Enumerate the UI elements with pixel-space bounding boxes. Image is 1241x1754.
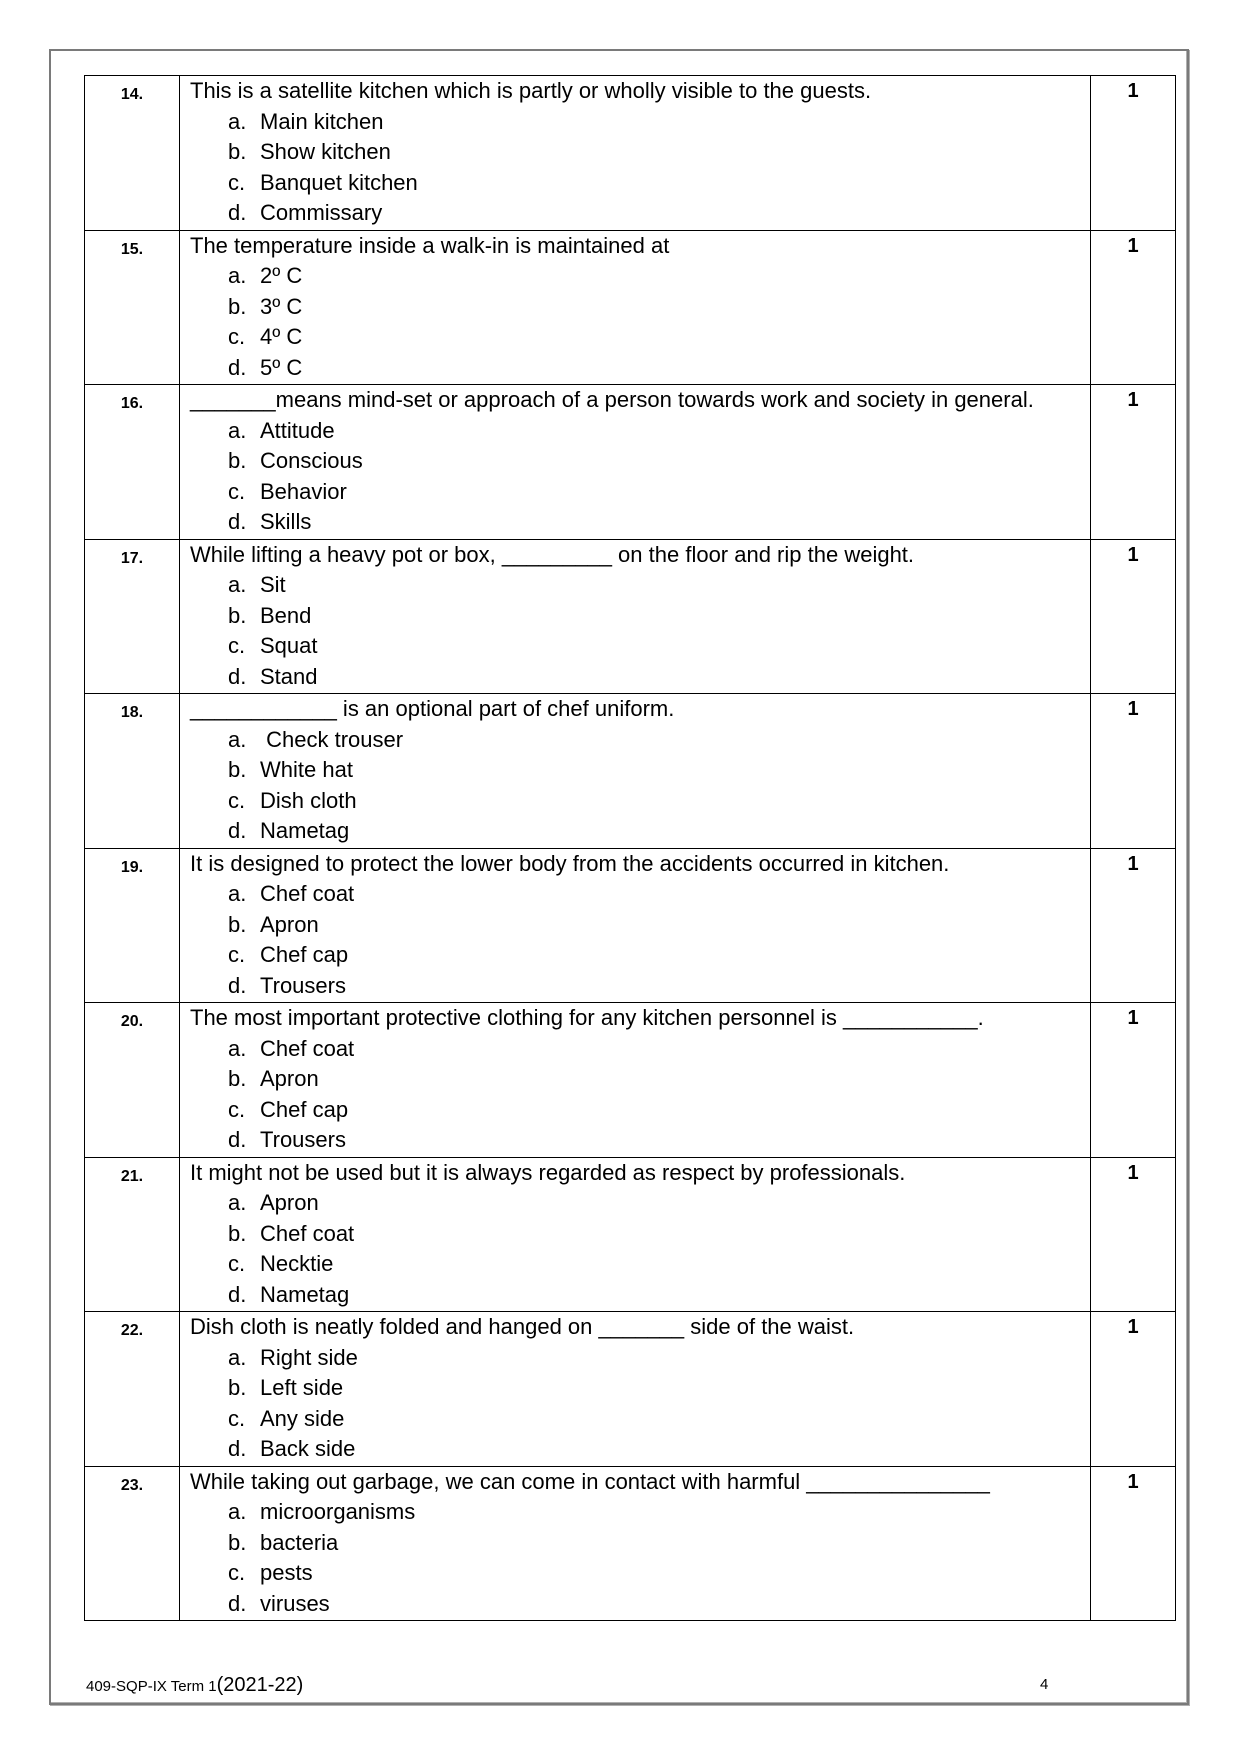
option-list: [190, 416, 1084, 538]
option-letter: b.: [228, 602, 247, 628]
option-letter: d.: [228, 1436, 247, 1461]
option-item: [228, 631, 1084, 662]
question-stem: The temperature inside a walk-in is maintained at: [190, 232, 670, 258]
option-letter: d.: [228, 1127, 247, 1152]
option-item: [228, 1188, 1084, 1219]
option-item: [228, 1528, 1084, 1559]
question-stem: _______means mind-set or approach of a person towards work and society in general.: [190, 387, 1034, 412]
question-number: 20.: [85, 1003, 180, 1158]
question-body: [180, 848, 1091, 1003]
option-text: Any side: [260, 1405, 345, 1431]
option-text: bacteria: [260, 1529, 339, 1555]
question-body: [180, 694, 1091, 849]
option-item: [228, 1034, 1084, 1065]
question-body: [180, 539, 1091, 694]
question-row: [85, 1157, 1176, 1312]
option-letter: d.: [228, 1590, 247, 1616]
option-item: [228, 879, 1084, 910]
option-letter: b.: [228, 293, 247, 319]
option-text: Back side: [260, 1436, 356, 1461]
option-text: Left side: [260, 1375, 344, 1400]
option-letter: a.: [228, 263, 247, 288]
option-item: [228, 107, 1084, 138]
question-stem: This is a satellite kitchen which is partly or wholly visible to the guests.: [190, 78, 872, 103]
option-text: Nametag: [260, 818, 350, 843]
option-letter: a.: [228, 572, 247, 597]
option-item: [228, 292, 1084, 323]
option-list: [190, 725, 1084, 847]
question-stem: It might not be used but it is always regarded as respect by professionals.: [190, 1159, 906, 1185]
questions-table-body: [85, 76, 1176, 1621]
question-body: [180, 230, 1091, 385]
option-letter: d.: [228, 354, 247, 380]
option-item: [228, 261, 1084, 292]
option-text: Attitude: [260, 417, 335, 443]
option-item: [228, 353, 1084, 384]
question-row: [85, 385, 1176, 540]
question-stem: The most important protective clothing for any kitchen personnel is ___________.: [190, 1005, 984, 1030]
option-item: [228, 416, 1084, 447]
option-letter: d.: [228, 663, 247, 689]
option-text: Chef cap: [260, 1096, 349, 1122]
question-marks: 1: [1091, 385, 1176, 540]
question-stem: ____________ is an optional part of chef uniform.: [190, 696, 675, 721]
option-item: [228, 786, 1084, 817]
option-item: [228, 570, 1084, 601]
option-item: [228, 755, 1084, 786]
option-text: pests: [260, 1560, 313, 1585]
question-marks: 1: [1091, 1466, 1176, 1621]
question-body: [180, 1312, 1091, 1467]
option-letter: c.: [228, 1405, 246, 1431]
question-marks: 1: [1091, 1312, 1176, 1467]
option-text: Commissary: [260, 200, 383, 225]
option-list: [190, 1034, 1084, 1156]
question-marks: 1: [1091, 539, 1176, 694]
option-text: 2º C: [260, 263, 303, 288]
option-item: [228, 816, 1084, 847]
question-body: [180, 76, 1091, 231]
question-row: [85, 848, 1176, 1003]
question-body: [180, 385, 1091, 540]
option-letter: b.: [228, 139, 247, 164]
option-item: [228, 1589, 1084, 1620]
option-item: [228, 322, 1084, 353]
option-letter: c.: [228, 1096, 246, 1122]
question-number: 23.: [85, 1466, 180, 1621]
footer-page-number: 4: [1040, 1676, 1049, 1693]
option-letter: c.: [228, 1560, 246, 1585]
option-letter: d.: [228, 972, 247, 998]
option-item: [228, 662, 1084, 693]
question-number: 18.: [85, 694, 180, 849]
option-letter: a.: [228, 1344, 247, 1370]
question-row: [85, 1312, 1176, 1467]
option-letter: a.: [228, 726, 247, 752]
option-letter: b.: [228, 757, 247, 782]
option-item: [228, 1343, 1084, 1374]
option-item: [228, 601, 1084, 632]
question-number: 17.: [85, 539, 180, 694]
option-item: [228, 940, 1084, 971]
option-item: [228, 446, 1084, 477]
option-letter: b.: [228, 911, 247, 937]
option-text: Right side: [260, 1344, 358, 1370]
option-letter: b.: [228, 1066, 247, 1091]
question-row: [85, 230, 1176, 385]
option-letter: a.: [228, 417, 247, 443]
question-number: 14.: [85, 76, 180, 231]
option-letter: a.: [228, 1190, 247, 1215]
option-letter: d.: [228, 818, 247, 843]
question-row: [85, 694, 1176, 849]
option-text: Dish cloth: [260, 787, 357, 813]
option-text: Apron: [260, 911, 319, 937]
question-marks: 1: [1091, 1003, 1176, 1158]
question-row: [85, 1003, 1176, 1158]
question-marks: 1: [1091, 1157, 1176, 1312]
option-item: [228, 477, 1084, 508]
question-body: [180, 1466, 1091, 1621]
option-item: [228, 507, 1084, 538]
option-list: [190, 879, 1084, 1001]
option-letter: b.: [228, 1529, 247, 1555]
option-item: [228, 198, 1084, 229]
option-text: Show kitchen: [260, 139, 391, 164]
question-marks: 1: [1091, 76, 1176, 231]
question-body: [180, 1157, 1091, 1312]
option-text: Apron: [260, 1066, 319, 1091]
option-list: [190, 107, 1084, 229]
option-text: Skills: [260, 509, 312, 534]
option-text: White hat: [260, 757, 353, 782]
option-text: Nametag: [260, 1281, 350, 1307]
option-text: Necktie: [260, 1251, 334, 1276]
question-marks: 1: [1091, 230, 1176, 385]
option-text: Chef coat: [260, 1220, 355, 1246]
option-text: Banquet kitchen: [260, 169, 418, 195]
option-text: Behavior: [260, 478, 347, 504]
option-item: [228, 1064, 1084, 1095]
option-text: Trousers: [260, 972, 346, 998]
option-letter: c.: [228, 324, 246, 349]
option-text: Chef cap: [260, 942, 349, 967]
option-text: Main kitchen: [260, 108, 384, 134]
footer-code: 409-SQP-IX Term 1: [86, 1678, 217, 1695]
option-text: Stand: [260, 663, 318, 689]
option-letter: c.: [228, 1251, 246, 1276]
option-list: [190, 1188, 1084, 1310]
option-list: [190, 1343, 1084, 1465]
question-number: 19.: [85, 848, 180, 1003]
question-row: [85, 76, 1176, 231]
option-letter: c.: [228, 633, 246, 658]
option-text: Check trouser: [260, 726, 404, 752]
option-item: [228, 1404, 1084, 1435]
option-text: viruses: [260, 1590, 330, 1616]
question-number: 16.: [85, 385, 180, 540]
option-item: [228, 1219, 1084, 1250]
option-list: [190, 570, 1084, 692]
option-letter: a.: [228, 881, 247, 906]
option-letter: c.: [228, 787, 246, 813]
option-letter: c.: [228, 169, 246, 195]
option-text: Squat: [260, 633, 318, 658]
option-letter: c.: [228, 942, 246, 967]
question-row: [85, 539, 1176, 694]
question-stem: While taking out garbage, we can come in contact with harmful _______________: [190, 1468, 990, 1494]
option-letter: b.: [228, 448, 247, 473]
option-item: [228, 1373, 1084, 1404]
option-letter: a.: [228, 1499, 247, 1524]
option-letter: b.: [228, 1220, 247, 1246]
question-marks: 1: [1091, 848, 1176, 1003]
question-marks: 1: [1091, 694, 1176, 849]
option-text: Conscious: [260, 448, 363, 473]
option-item: [228, 137, 1084, 168]
option-item: [228, 1249, 1084, 1280]
questions-table: [84, 75, 1176, 1621]
option-text: Trousers: [260, 1127, 346, 1152]
question-stem: Dish cloth is neatly folded and hanged on _______ side of the waist.: [190, 1314, 855, 1339]
question-body: [180, 1003, 1091, 1158]
option-text: 3º C: [260, 293, 303, 319]
question-number: 15.: [85, 230, 180, 385]
option-text: Chef coat: [260, 1035, 355, 1061]
option-item: [228, 1434, 1084, 1465]
question-stem: While lifting a heavy pot or box, _________ on the floor and rip the weight.: [190, 541, 915, 567]
option-letter: d.: [228, 1281, 247, 1307]
option-item: [228, 168, 1084, 199]
option-item: [228, 1558, 1084, 1589]
option-item: [228, 1280, 1084, 1311]
question-number: 21.: [85, 1157, 180, 1312]
option-list: [190, 261, 1084, 383]
option-letter: a.: [228, 108, 247, 134]
option-item: [228, 1095, 1084, 1126]
option-text: 4º C: [260, 324, 303, 349]
footer-year: (2021-22): [216, 1674, 304, 1696]
option-letter: a.: [228, 1035, 247, 1061]
option-text: Chef coat: [260, 881, 355, 906]
option-list: [190, 1497, 1084, 1619]
option-text: Sit: [260, 572, 286, 597]
option-letter: c.: [228, 478, 246, 504]
option-letter: d.: [228, 200, 247, 225]
option-letter: d.: [228, 509, 247, 534]
question-stem: It is designed to protect the lower body from the accidents occurred in kitchen.: [190, 850, 950, 876]
option-letter: b.: [228, 1375, 247, 1400]
option-text: Bend: [260, 602, 312, 628]
footer-paper-code: [86, 1674, 303, 1697]
option-item: [228, 725, 1084, 756]
option-item: [228, 1125, 1084, 1156]
option-text: 5º C: [260, 354, 303, 380]
option-text: microorganisms: [260, 1499, 416, 1524]
option-item: [228, 910, 1084, 941]
question-number: 22.: [85, 1312, 180, 1467]
question-row: [85, 1466, 1176, 1621]
option-item: [228, 1497, 1084, 1528]
option-text: Apron: [260, 1190, 319, 1215]
option-item: [228, 971, 1084, 1002]
